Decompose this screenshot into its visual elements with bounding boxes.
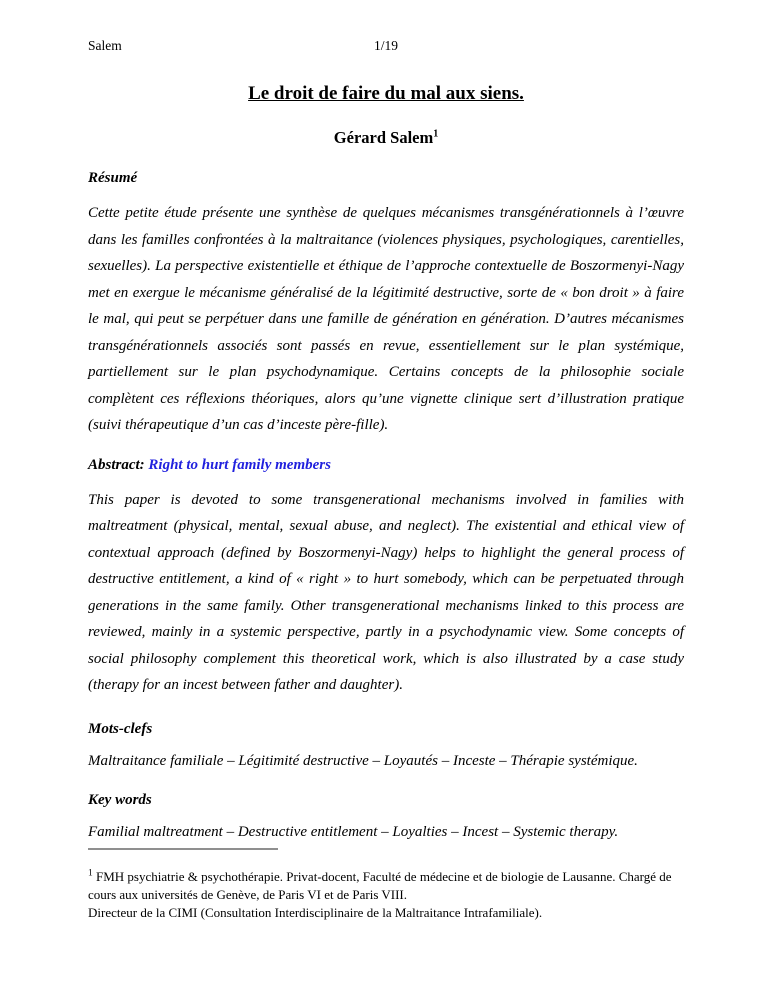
abstract-english-title: Right to hurt family members: [148, 456, 331, 473]
author-name: Gérard Salem: [333, 128, 434, 147]
abstract-label: Abstract:: [88, 456, 145, 473]
resume-heading: Résumé: [88, 170, 138, 186]
footnote-text: [88, 868, 684, 922]
key-words-list: Familial maltreatment – Destructive entitlement – Loyalties – Incest – Systemic therapy.: [88, 823, 619, 840]
author-line: [88, 128, 684, 148]
footnote-line-2: Directeur de la CIMI (Consultation Interdisciplinaire de la Maltraitance Intrafamiliale).: [88, 905, 543, 920]
footnote-line-1: FMH psychiatrie & psychothérapie. Privat-docent, Faculté de médecine et de biologie de Lausanne. Chargé de cours aux universités de Genève, de Paris VI et de Paris VIII.: [88, 869, 672, 902]
footnote-number: 1: [88, 868, 93, 879]
mots-clefs-heading: Mots-clefs: [88, 720, 153, 737]
abstract-paragraph: This paper is devoted to some transgenerational mechanisms involved in families with maltreatment (physical, mental, sexual abuse, and neglect). The existential and ethical view of contextual approach (defined by Boszormenyi-Nagy) helps to highlight the general process of destructive entitlement, a kind of « right » to hurt somebody, which can be perpetuated through generations in the same family. Other transgenerational mechanisms linked to this process are reviewed, mainly in a systemic perspective, partly in a psychodynamic view. Some concepts of social philosophy complement this theoretical work, which is also illustrated by a case study (therapy for an incest between father and daughter).: [88, 491, 684, 693]
footnote-separator: [88, 848, 278, 850]
resume-paragraph: Cette petite étude présente une synthèse de quelques mécanismes transgénérationnels à l’œuvre dans les familles confrontées à la maltraitance (violences physiques, psychologiques, carentielles, sexuelles). La perspective existentielle et éthique de l’approche contextuelle de Boszormenyi-Nagy met en exergue le mécanisme généralisé de la légitimité destructive, sorte de « bon droit » à faire le mal, qui peut se perpétuer dans une famille de génération en génération. D’autres mécanismes transgénérationnels associés sont passés en revue, essentiellement sur le plan systémique, partiellement sur le plan psychodynamique. Certains concepts de la philosophie sociale complètent ces réflexions théoriques, alors qu’une vignette clinique sert d’illustration pratique (suivi thérapeutique d’un cas d’inceste père-fille).: [88, 205, 684, 433]
author-footnote-ref: 1: [433, 128, 439, 140]
running-head-author: Salem: [88, 38, 122, 53]
abstract-heading-line: [88, 457, 684, 474]
mots-clefs-list: Maltraitance familiale – Légitimité destructive – Loyautés – Inceste – Thérapie systémique.: [88, 752, 638, 769]
document-title: Le droit de faire du mal aux siens.: [248, 83, 524, 104]
running-head: [88, 38, 684, 56]
page-number: 1/19: [373, 38, 399, 53]
key-words-heading: Key words: [88, 791, 152, 808]
footnote-area: [88, 848, 684, 994]
